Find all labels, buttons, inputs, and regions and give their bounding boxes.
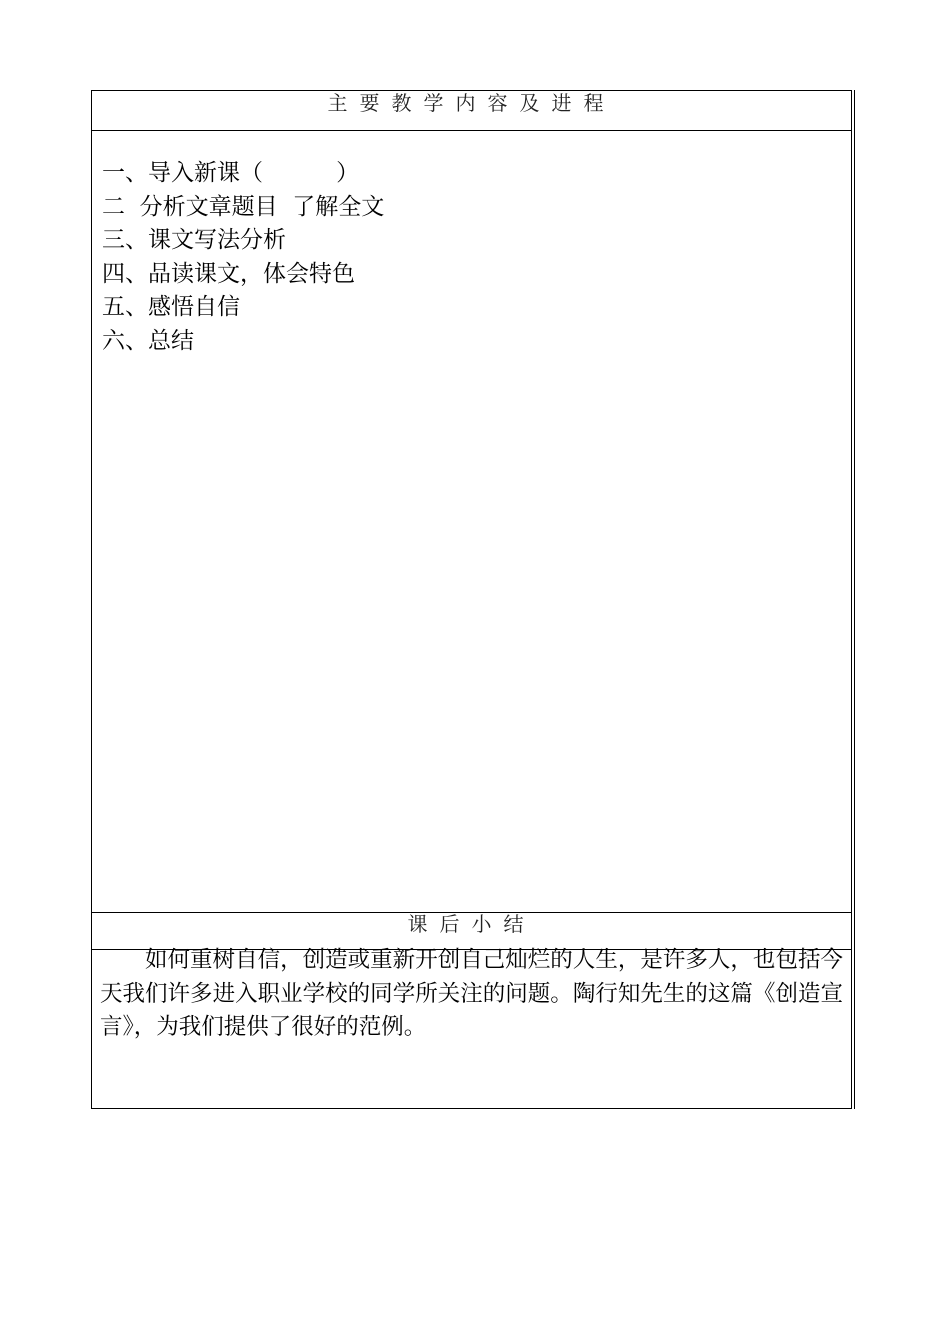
summary-cell <box>92 947 851 1108</box>
main-content-heading: 主要教学内容及进程 <box>92 91 851 131</box>
summary-heading: 课后小结 <box>92 912 851 950</box>
outline-item: 五、感悟自信 <box>102 294 240 320</box>
summary-paragraph: 如何重树自信，创造或重新开创自己灿烂的人生，是许多人，也包括今天我们许多进入职业学校的同学所关注的问题。陶行知先生的这篇《创造宣言》，为我们提供了很好的范例。 <box>100 947 843 1040</box>
outline-item: 六、总结 <box>102 327 194 354</box>
content-cell <box>92 131 851 912</box>
outline-item: 一、导入新课（ ） <box>102 160 360 186</box>
outline-item: 二 分析文章题目 了解全文 <box>102 193 385 220</box>
outline-item: 三、课文写法分析 <box>102 227 286 253</box>
lesson-plan-table <box>91 90 852 1109</box>
outline-item: 四、品读课文，体会特色 <box>102 260 355 287</box>
outline-list <box>92 131 851 358</box>
